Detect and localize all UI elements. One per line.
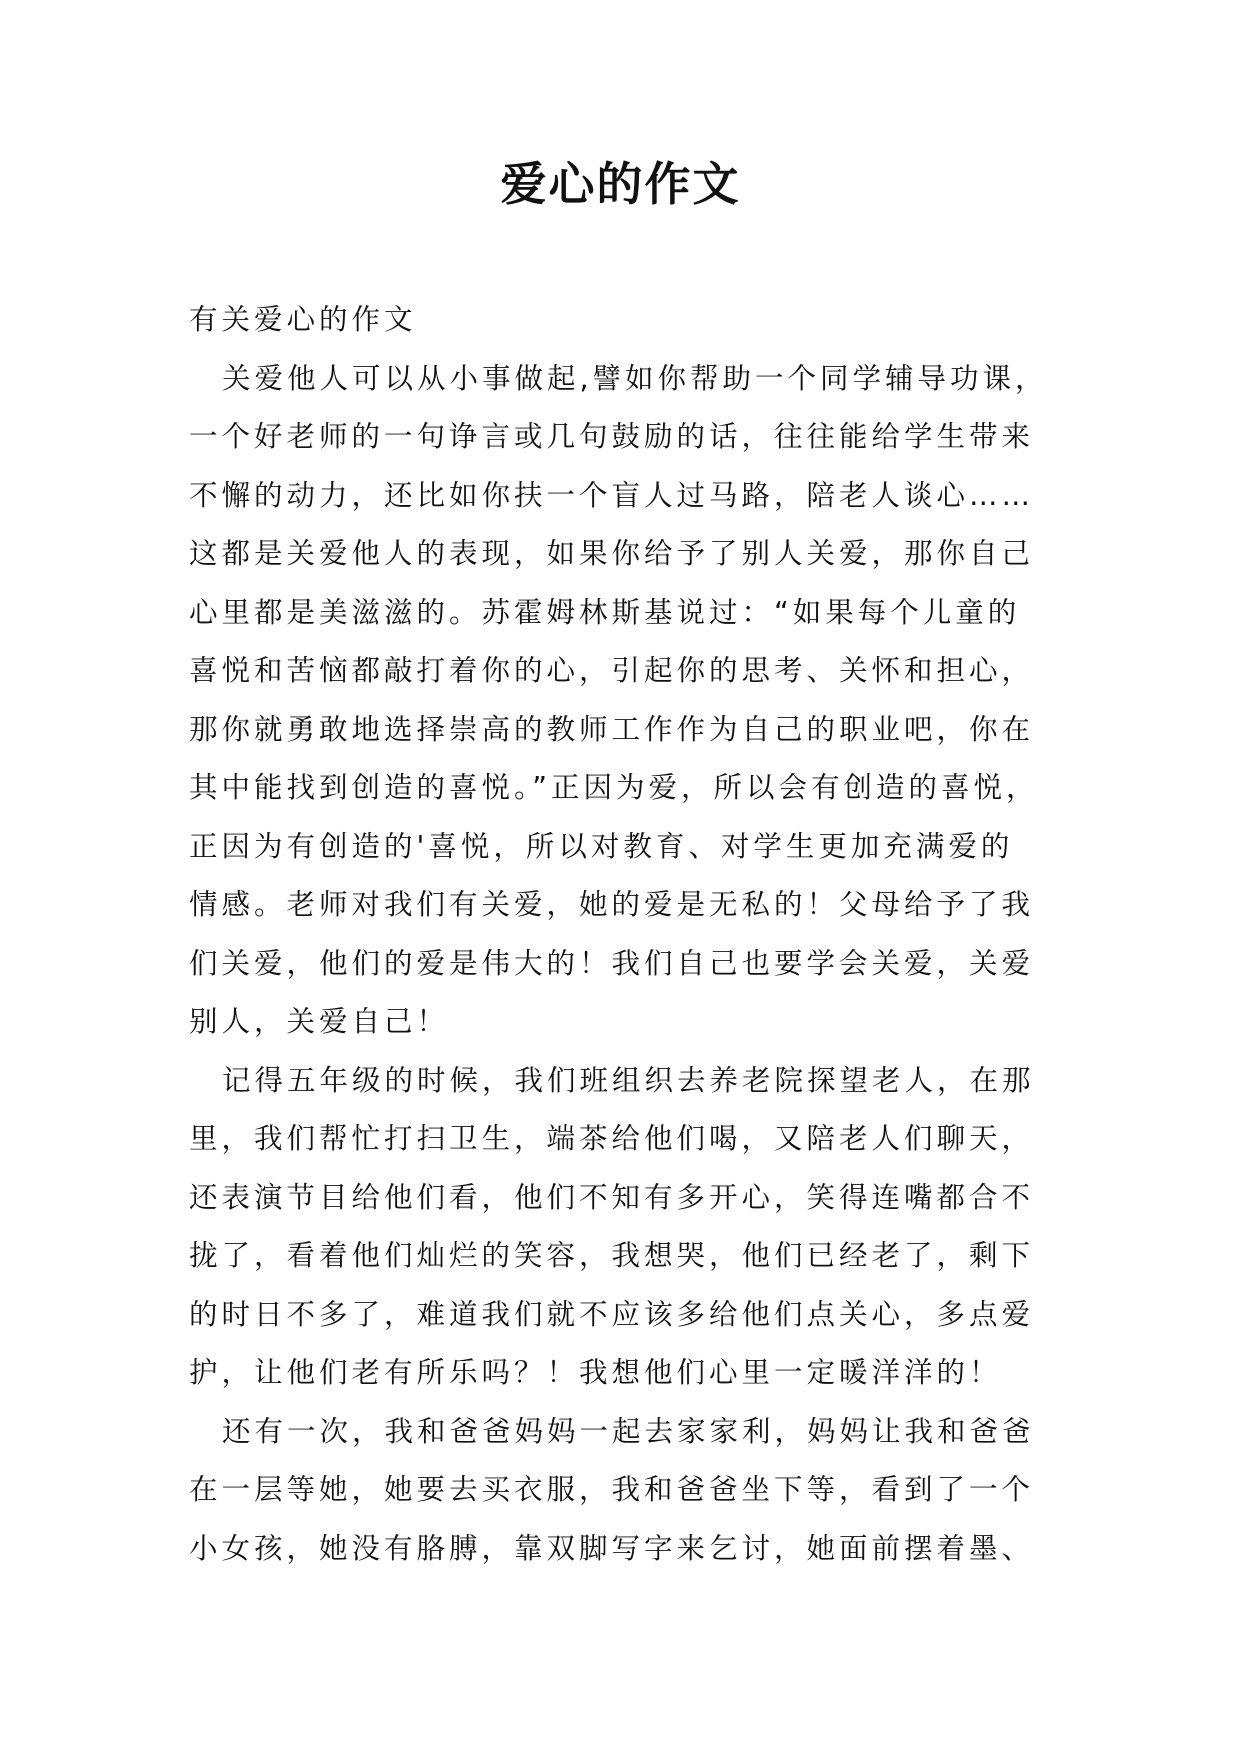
text-line: 心里都是美滋滋的。苏霍姆林斯基说过：“如果每个儿童的 [189, 595, 1021, 629]
text-line: 里，我们帮忙打扫卫生，端茶给他们喝，又陪老人们聊天， [189, 1122, 1035, 1155]
text-line: 喜悦和苦恼都敲打着你的心，引起你的思考、关怀和担心， [189, 654, 1035, 687]
text-line: 情感。老师对我们有关爱，她的爱是无私的！父母给予了我 [189, 888, 1035, 921]
text-line: 还表演节目给他们看，他们不知有多开心，笑得连嘴都合不 [189, 1180, 1035, 1214]
text-line: 不懈的动力，还比如你扶一个盲人过马路，陪老人谈心…… [189, 478, 1035, 512]
text-line: 的时日不多了，难道我们就不应该多给他们点关心，多点爱 [189, 1297, 1035, 1331]
text-line: 小女孩，她没有胳膊，靠双脚写字来乞讨，她面前摆着墨、 [189, 1531, 1035, 1565]
text-line: 在一层等她，她要去买衣服，我和爸爸坐下等，看到了一个 [189, 1473, 1035, 1506]
text-line: 其中能找到创造的喜悦。”正因为爱，所以会有创造的喜悦， [189, 771, 1039, 804]
text-line: 拢了，看着他们灿烂的笑容，我想哭，他们已经老了，剩下 [189, 1239, 1035, 1272]
text-line: 正因为有创造的'喜悦，所以对教育、对学生更加充满爱的 [189, 829, 1014, 863]
text-line: 们关爱，他们的爱是伟大的！我们自己也要学会关爱，关爱 [189, 946, 1035, 980]
text-line: 护，让他们老有所乐吗？！我想他们心里一定暖洋洋的！ [189, 1356, 1002, 1389]
text-line: 一个好老师的一句诤言或几句鼓励的话，往往能给学生带来 [189, 420, 1035, 453]
text-line: 有关爱心的作文 [189, 303, 417, 336]
text-line: 记得五年级的时候，我们班组织去养老院探望老人，在那 [222, 1063, 1035, 1097]
document-body [189, 291, 1069, 1578]
text-line: 还有一次，我和爸爸妈妈一起去家家利，妈妈让我和爸爸 [222, 1414, 1035, 1448]
text-line: 这都是关爱他人的表现，如果你给予了别人关爱，那你自己 [189, 537, 1035, 570]
text-line: 那你就勇敢地选择崇高的教师工作作为自己的职业吧，你在 [189, 712, 1035, 746]
document-title: 爱心的作文 [500, 157, 741, 211]
text-line: 别人，关爱自己！ [189, 1005, 450, 1038]
text-line: 关爱他人可以从小事做起,譬如你帮助一个同学辅导功课， [222, 361, 1048, 395]
